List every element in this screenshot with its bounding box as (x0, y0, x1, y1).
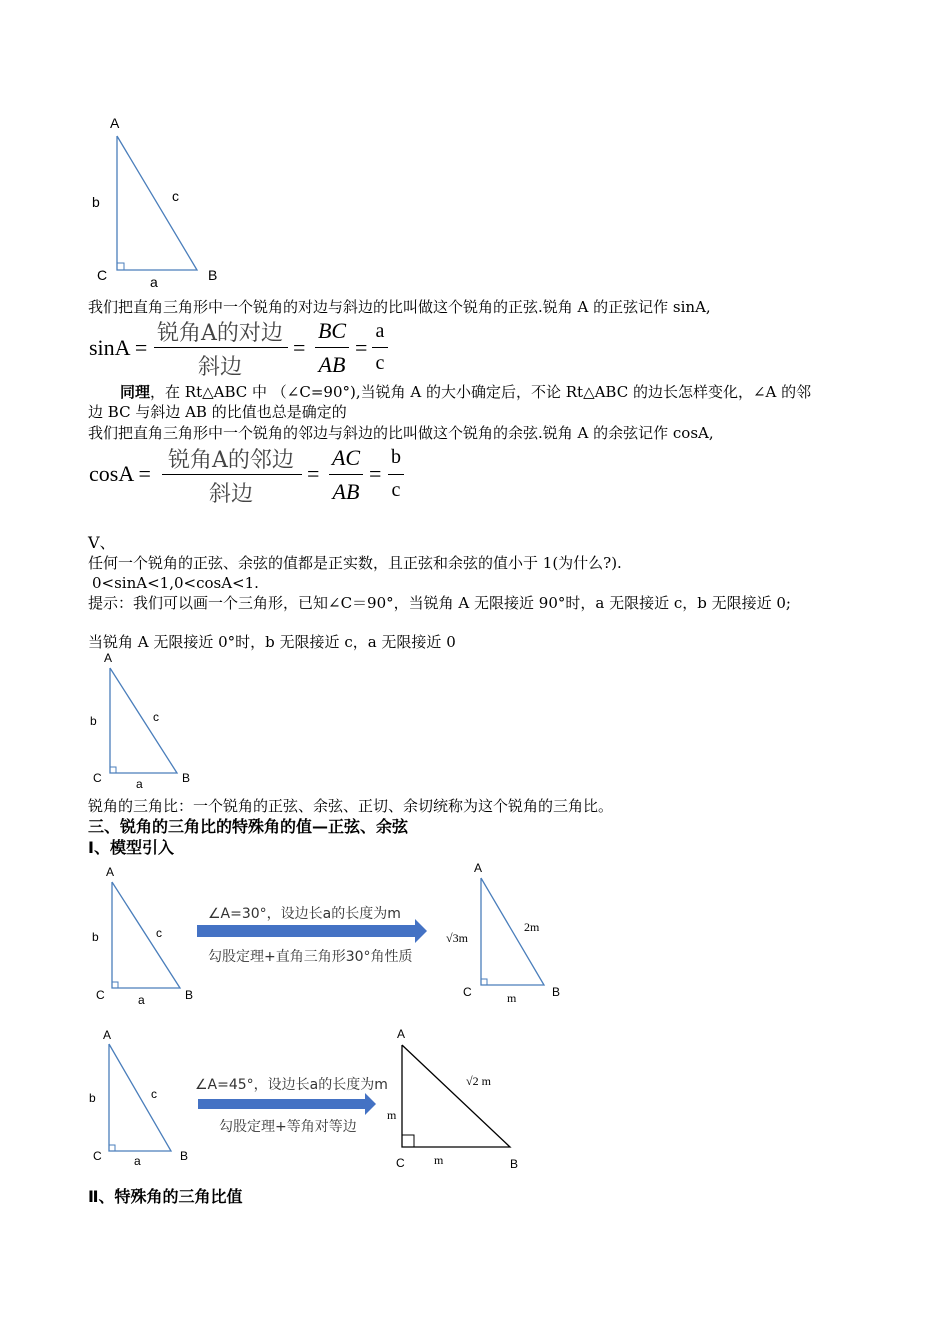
model30-arrow-bottom-text: 勾股定理+直角三角形30°角性质 (208, 949, 413, 965)
cos-eq2: = (369, 461, 382, 486)
m45-left-C: C (93, 1149, 102, 1163)
cos-den1: 斜边 (208, 482, 253, 507)
m30-right-B: B (552, 985, 561, 999)
m30-right-side-ac: √3m (446, 931, 468, 945)
sin-eq2: = (355, 335, 368, 360)
m45-left-c: c (151, 1087, 157, 1101)
m45-right-B: B (510, 1157, 519, 1171)
sin-num1: 锐角A的对边 (157, 321, 283, 346)
m30-left-a: a (138, 993, 145, 1007)
m30-left-A: A (106, 865, 115, 879)
m30-right-A: A (474, 861, 483, 875)
m45-left-a: a (134, 1154, 141, 1168)
sin-definition: 我们把直角三角形中一个锐角的对边与斜边的比叫做这个锐角的正弦.锐角 A 的正弦记作 sinA, (88, 298, 711, 316)
fig1-label-c: c (172, 188, 179, 204)
m45-right-A: A (397, 1027, 406, 1041)
m45-left-A: A (103, 1028, 112, 1042)
sin-eq1: = (293, 335, 306, 360)
fig1-label-b: b (92, 194, 100, 210)
sin-den2: AB (318, 352, 346, 377)
fig1-label-C: C (97, 267, 108, 283)
same-reason-bold: 同理 (120, 383, 151, 401)
hint-line1: 提示：我们可以画一个三角形，已知∠C＝90°，当锐角 A 无限接近 90°时，a 无限接近 c，b 无限接近 0; (88, 594, 791, 612)
m45-right-C: C (396, 1156, 405, 1170)
fig1-label-A: A (110, 115, 120, 131)
cos-num3: b (391, 446, 401, 468)
m30-right-side-ab: 2m (524, 920, 540, 934)
sin-den3: c (375, 352, 385, 374)
model45-arrow-top-text: ∠A=45°，设边长a的长度为m (195, 1077, 388, 1093)
m30-left-B: B (185, 988, 194, 1002)
model30-arrow-top-text: ∠A=30°，设边长a的长度为m (208, 906, 401, 922)
positive-text: 任何一个锐角的正弦、余弦的值都是正实数，且正弦和余弦的值小于 1(为什么?). (88, 554, 622, 572)
hint-line2: 当锐角 A 无限接近 0°时，b 无限接近 c，a 无限接近 0 (88, 633, 456, 651)
model45-arrow-bottom-text: 勾股定理+等角对等边 (219, 1119, 357, 1135)
range-text: 0<sinA<1,0<cosA<1. (92, 574, 259, 592)
fig2-label-C: C (93, 771, 102, 785)
heading-special-values: Ⅱ、特殊角的三角比值 (88, 1187, 243, 1206)
heading-model-intro: Ⅰ、模型引入 (88, 838, 174, 857)
fig2-label-a: a (136, 777, 143, 791)
fig2-label-c: c (153, 710, 159, 724)
m45-left-b: b (89, 1091, 96, 1105)
cos-definition: 我们把直角三角形中一个锐角的邻边与斜边的比叫做这个锐角的余弦.锐角 A 的余弦记作 cosA, (88, 424, 714, 442)
section-v-heading: Ⅴ、 (88, 533, 116, 552)
cos-eq1: = (307, 461, 320, 486)
model45-arrow-shape (198, 1093, 376, 1115)
m30-left-b: b (92, 930, 99, 944)
sin-lhs: sinA = (89, 335, 148, 360)
fig2-label-A: A (104, 651, 113, 665)
cos-num1: 锐角A的邻边 (168, 448, 294, 473)
m45-right-side-bc: m (434, 1153, 444, 1167)
fig2-label-B: B (182, 771, 191, 785)
cos-den2: AB (332, 479, 360, 504)
m45-right-side-ab: √2 m (466, 1074, 491, 1088)
m30-left-C: C (96, 988, 105, 1002)
cos-den3: c (391, 479, 401, 501)
m45-left-B: B (180, 1149, 189, 1163)
m30-left-c: c (156, 926, 162, 940)
fig2-label-b: b (90, 714, 97, 728)
same-reason-rest1: ，在 Rt△ABC 中 （∠C=90°),当锐角 A 的大小确定后，不论 Rt△ABC 的边长怎样变化，∠A 的邻 (150, 383, 812, 401)
same-reason-line2: 边 BC 与斜边 AB 的比值也总是确定的 (88, 403, 347, 421)
sin-den1: 斜边 (197, 355, 242, 380)
cos-lhs: cosA = (89, 461, 151, 486)
fig1-label-a: a (150, 274, 158, 290)
sin-num3: a (375, 320, 385, 342)
m30-right-side-bc: m (507, 991, 517, 1005)
fig1-label-B: B (208, 267, 218, 283)
m45-right-side-ac: m (387, 1108, 397, 1122)
ratio-definition: 锐角的三角比：一个锐角的正弦、余弦、正切、余切统称为这个锐角的三角比。 (88, 797, 614, 815)
m30-right-C: C (463, 985, 472, 999)
heading-three: 三、锐角的三角比的特殊角的值—正弦、余弦 (88, 817, 409, 836)
sin-num2: BC (317, 318, 347, 343)
cos-num2: AC (331, 445, 361, 470)
